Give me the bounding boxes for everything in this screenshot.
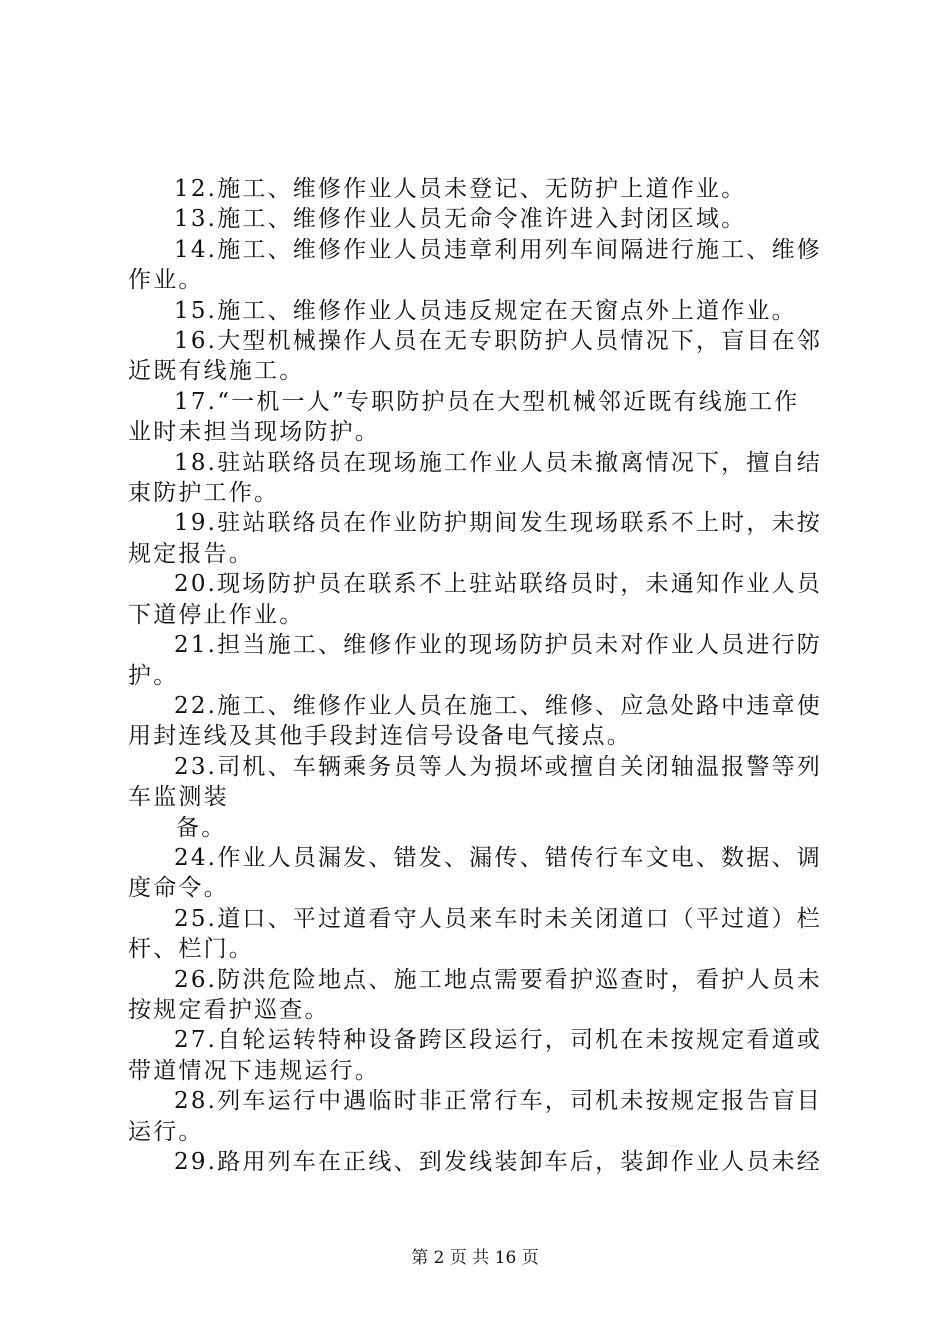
list-item	[128, 174, 832, 204]
line: 备。	[176, 814, 227, 841]
page-footer: 第 2 页 共 16 页	[411, 1248, 539, 1268]
line: 用封连线及其他手段封连信号设备电气接点。	[128, 723, 632, 750]
list-item	[128, 569, 832, 630]
list-item	[128, 326, 832, 387]
line: 规定报告。	[128, 540, 254, 567]
line: 度命令。	[128, 875, 229, 902]
list-item	[128, 508, 832, 569]
list-item	[128, 752, 832, 843]
list-item	[128, 235, 832, 296]
line: 杆、栏门。	[128, 936, 254, 963]
line: 车监测装	[128, 784, 229, 811]
line: 27.自轮运转特种设备跨区段运行，司机在未按规定看道或	[174, 1027, 822, 1054]
line: 16.大型机械操作人员在无专职防护人员情况下，盲目在邻	[174, 328, 822, 355]
line: 按规定看护巡查。	[128, 996, 330, 1023]
line: 22.施工、维修作业人员在施工、维修、应急处路中违章使	[174, 692, 822, 719]
line: 15.施工、维修作业人员违反规定在天窗点外上道作业。	[174, 297, 797, 324]
line: 23.司机、车辆乘务员等人为损坏或擅自关闭轴温报警等列	[174, 753, 822, 780]
line: 28.列车运行中遇临时非正常行车，司机未按规定报告盲目	[174, 1088, 822, 1115]
list-item	[128, 1086, 832, 1147]
list-item	[128, 630, 832, 691]
list-item	[128, 296, 832, 326]
line: 26.防洪危险地点、施工地点需要看护巡查时，看护人员未	[174, 966, 822, 993]
line: 20.现场防护员在联系不上驻站联络员时，未通知作业人员	[174, 571, 822, 598]
line: 19.驻站联络员在作业防护期间发生现场联系不上时，未按	[174, 510, 822, 537]
line: 24.作业人员漏发、错发、漏传、错传行车文电、数据、调	[174, 844, 822, 871]
line: 带道情况下违规运行。	[128, 1057, 380, 1084]
line: 29.路用列车在正线、到发线装卸车后，装卸作业人员未经	[174, 1149, 822, 1175]
line: 17.“一机一人”专职防护员在大型机械邻近既有线施工作	[174, 388, 800, 415]
list-item	[128, 1025, 832, 1086]
line: 25.道口、平过道看守人员来车时未关闭道口（平过道）栏	[174, 905, 822, 932]
line: 运行。	[128, 1118, 204, 1145]
line: 14.施工、维修作业人员违章利用列车间隔进行施工、维修	[174, 236, 822, 263]
document-body	[128, 174, 832, 1177]
list-item	[128, 965, 832, 1026]
list-item	[128, 387, 832, 448]
list-item	[128, 904, 832, 965]
list-item	[128, 1147, 832, 1177]
list-item	[128, 843, 832, 904]
list-item	[128, 448, 832, 509]
line: 业时未担当现场防护。	[128, 419, 380, 446]
line: 束防护工作。	[128, 480, 280, 507]
line: 18.驻站联络员在现场施工作业人员未撤离情况下，擅自结	[174, 449, 822, 476]
list-item	[128, 204, 832, 234]
line: 13.施工、维修作业人员无命令准许进入封闭区域。	[174, 206, 747, 233]
line: 12.施工、维修作业人员未登记、无防护上道作业。	[174, 176, 747, 202]
line: 护。	[128, 662, 179, 689]
list-item	[128, 691, 832, 752]
line: 21.担当施工、维修作业的现场防护员未对作业人员进行防	[174, 632, 822, 659]
line: 作业。	[128, 267, 204, 294]
line: 下道停止作业。	[128, 601, 305, 628]
line: 近既有线施工。	[128, 358, 305, 385]
